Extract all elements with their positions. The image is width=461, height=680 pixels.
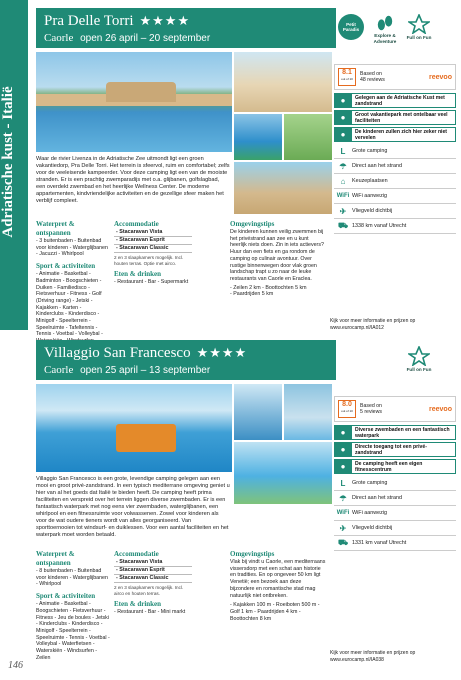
checkmark-icon: ● <box>340 113 346 122</box>
camping2-rating-score: 8.0 <box>342 401 352 408</box>
camping1-col-2 <box>114 220 192 286</box>
camping1-title-bar <box>36 8 336 48</box>
camping1-feature: L Grote camping <box>334 144 456 159</box>
camping1-acc-item: - Stacaravan Classic <box>114 245 192 253</box>
camping1-eat: - Restaurant - Bar - Supermarkt <box>114 279 189 286</box>
reevoo-logo: reevoo <box>429 73 452 81</box>
petit-paradis-icon: Petit Paradis <box>338 14 364 40</box>
camping2-rating-based: Based on <box>360 402 382 409</box>
camping2-rating <box>334 396 456 422</box>
large-camping-icon: L <box>340 146 346 156</box>
camping1-feature: ⌂ Keuzeplaatsen <box>334 174 456 189</box>
checkmark-icon: ● <box>340 428 346 437</box>
camping2-col-2 <box>114 550 192 616</box>
camping2-feature: ⛟ 1331 km vanaf Utrecht <box>334 536 456 551</box>
camping2-feature: ☂ Direct aan het strand <box>334 491 456 506</box>
camping2-highlight: ● Diverse zwembaden en een fantastisch waterpark <box>334 425 456 440</box>
section-label: Adriatische kust - Italië <box>0 86 16 238</box>
camping1-photo-4 <box>284 114 332 160</box>
camping1-col-1 <box>36 220 110 345</box>
camping2-period: open 25 april – 13 september <box>80 365 211 376</box>
petit-paradis-badge <box>334 14 368 44</box>
fun-badge <box>402 14 436 44</box>
camping2-acc-item: - Stacaravan Esprit <box>114 567 192 575</box>
camping1-highlight: ● De kinderen zullen zich hier zeker niet vervelen <box>334 127 456 142</box>
fun-label: Full on Fun <box>406 367 432 372</box>
wifi-icon: WiFi <box>336 510 350 516</box>
camping1-eat-head: Eten & drinken <box>114 270 162 279</box>
camping1-period: open 26 april – 20 september <box>80 33 211 44</box>
car-icon: ⛟ <box>337 538 349 547</box>
camping1-acc-list <box>114 229 192 253</box>
camping2-sport-item: - Animatie - Basketbal - Boogschieten - Fietsverhuur - Fitness - Jeu de boules - Jetski - Kinderclubs - Kinderdisco - Minigolf - Speelterrein - Speelruimte - Tennis - Voetbal - Volleybal - Waterfietsen - Waterskiën - Windsurfen - Zeilen <box>36 601 110 661</box>
reevoo-logo: reevoo <box>429 405 452 413</box>
camping2-acc-head: Accommodatie <box>114 550 159 558</box>
camping1-water-head: Waterpret & ontspannen <box>36 220 75 237</box>
camping1-location: Caorle <box>44 32 74 44</box>
camping1-rating-outof: out of 10 <box>341 77 353 81</box>
camping2-highlight: ● De camping heeft een eigen fitnesscentrum <box>334 459 456 474</box>
checkmark-icon: ● <box>340 130 346 139</box>
fun-badge-2 <box>402 346 436 376</box>
camping1-omg: De kinderen kunnen veilig zwemmen bij het privéstrand aan zee en u kunt heerlijk niets doen. Zin in iets actievers? Huur dan een fiets en ga rondom de camping op culinair avontuur. Over rustige binnenwegen door vlak groen landschap trapt u zo naar de leuke restaurants van Caorle en Eraclea. <box>230 229 324 282</box>
large-camping-icon: L <box>340 478 346 488</box>
camping1-feature: ⛟ 1338 km vanaf Utrecht <box>334 219 456 234</box>
camping2-omg: Vlak bij vindt u Caorle, een mediterraans vissersdorp met een schat aan historie en tradities. En op ongeveer 50 km ligt Venetië; een bezoek aan deze bijzondere en romantische stad mag natuurlijk niet ontbreken. <box>230 559 326 599</box>
camping1-acc-item: - Stacaravan Esprit <box>114 237 192 245</box>
camping1-sport-item: - Animatie - Basketbal - Badminton - Boogschieten - Duiken - Familiedisco - Fietsverhuur - Fitness - Golf (Driving range) - Jetski - Kajakken - Karten - Kinderclubs - Kinderdisco - Minigolf - Speelterrein - Speelruimte - Tafeltennis - Tennis - Voetbal - Volleybal - <box>36 271 103 338</box>
camping1-intro: Waar de rivier Livenza in de Adriatische Zee uitmondt ligt een groen vakantiedorp, Pra Delle Torri. Het terrein is sfeervol, ruim en comfortabel; zelfs voor de veeleisende kampeerder. Voor deze camping ligt een van de mooiste stranden. Er is een prachtig zwemparadijs met o.a. glijbanen, golfslagbad, een overdekt zwembad en het heerlijke Wellness Center. De moderne appartementen, kindvriendelijke activiteiten en de gezellige sfeer maken het verblijf compleet. <box>36 156 230 204</box>
camping1-stars: ★★★★ <box>139 13 191 28</box>
camping2-col-1 <box>36 550 110 661</box>
camping1-name: Pra Delle Torri <box>44 13 134 29</box>
camping2-eat: - Restaurant - Bar - Mini markt <box>114 609 186 616</box>
page-number: 146 <box>8 660 23 671</box>
camping2-water-item: - 8 buitenbaden - Buitenbad voor kinderen - Waterglijbanen - Whirlpool <box>36 568 108 588</box>
camping2-omg-dist: - Kajakken 100 m - Roeiboten 500 m - Golf 1 km - Paardrijden 4 km - Boottochten 8 km <box>230 602 320 622</box>
airplane-icon: ✈ <box>339 206 347 216</box>
camping1-highlight: ● Groot vakantiepark met ontelbaar veel faciliteiten <box>334 110 456 125</box>
camping2-sport-head: Sport & activiteiten <box>36 592 96 601</box>
camping1-photo-5 <box>234 162 332 214</box>
pitch-icon: ⌂ <box>340 176 346 186</box>
camping1-omg-head: Omgevingstips <box>230 220 275 228</box>
camping1-feature: ✈ Vliegveld dichtbij <box>334 204 456 219</box>
camping1-water-item: - 3 buitenbaden - Buitenbad voor kinderen - Waterglijbanen - Jacuzzi - Whirlpool <box>36 238 108 258</box>
camping2-main-photo <box>36 384 232 472</box>
star-icon <box>408 14 430 34</box>
footprint-icon <box>374 14 396 32</box>
camping2-more-info[interactable]: Kijk voor meer informatie en prijzen op www.eurocamp.nl/IA038 <box>330 650 416 663</box>
camping2-acc-item: - Stacaravan Classic <box>114 575 192 583</box>
camping1-highlight: ● Gelegen aan de Adriatische Kust met zandstrand <box>334 93 456 108</box>
camping1-acc-note: 2 en 3 slaapkamers mogelijk. Incl. houten terras. Optie met airco. <box>114 255 184 266</box>
wifi-icon: WiFi <box>336 193 350 199</box>
camping2-photo-4 <box>234 442 332 504</box>
camping1-features <box>334 144 456 234</box>
checkmark-icon: ● <box>340 445 346 454</box>
camping1-rating-based: Based on <box>360 70 382 77</box>
camping2-feature: ✈ Vliegveld dichtbij <box>334 521 456 536</box>
camping1-sidebar <box>334 64 456 234</box>
camping1-sport-head: Sport & activiteiten <box>36 262 96 271</box>
camping2-name: Villaggio San Francesco <box>44 345 191 361</box>
camping2-feature: L Grote camping <box>334 476 456 491</box>
star-icon <box>408 346 430 366</box>
camping2-omg-head: Omgevingstips <box>230 550 275 558</box>
explore-badge <box>368 14 402 44</box>
camping1-water-list <box>36 238 110 258</box>
camping1-rating <box>334 64 456 90</box>
camping2-stars: ★★★★ <box>196 345 248 360</box>
camping2-rating-reviews: 5 reviews <box>360 409 382 415</box>
camping1-acc-head: Accommodatie <box>114 220 159 228</box>
camping2-title-bar <box>36 340 336 380</box>
camping1-main-photo <box>36 52 232 152</box>
checkmark-icon: ● <box>340 462 346 471</box>
camping1-feature: ☂ Direct aan het strand <box>334 159 456 174</box>
camping1-col-3 <box>230 220 326 298</box>
camping1-feature: WiFi WiFi aanwezig <box>334 189 456 204</box>
car-icon: ⛟ <box>337 221 349 230</box>
camping2-rating-outof: out of 10 <box>341 409 353 413</box>
camping2-water-head: Waterpret & ontspannen <box>36 550 75 567</box>
camping2-feature: WiFi WiFi aanwezig <box>334 506 456 521</box>
camping1-more-info[interactable]: Kijk voor meer informatie en prijzen op www.eurocamp.nl/IA012 <box>330 318 416 331</box>
explore-label: Explore & Adventure <box>373 33 397 44</box>
camping2-photo-2 <box>234 384 282 440</box>
camping1-photo-2 <box>234 52 332 112</box>
checkmark-icon: ● <box>340 96 346 105</box>
camping2-location: Caorle <box>44 364 74 376</box>
beach-icon: ☂ <box>339 493 347 503</box>
camping2-eat-head: Eten & drinken <box>114 600 162 609</box>
camping2-intro: Villaggio San Francesco is een grote, levendige camping gelegen aan een mooi en groot privé-zandstrand. In een typisch mediterrane omgeving geniet u hier van al het goeds dat Italië te bieden heeft. De camping heeft prima faciliteiten en verspreid over het terrein liggen diverse zwembaden. Er is een fantastisch waterpark met nog eens vier zwembaden, waterglijbanen, een whirlpool en een fitnessruimte voor volwassenen. Zowel voor kinderen als voor de wat oudere tieners wordt van alles georganiseerd. Van sporttoernooien tot windsurf- en duiklessen. Voor een aantal faciliteiten en het waterpark moet worden betaald. <box>36 476 230 538</box>
camping1-photo-3 <box>234 114 282 160</box>
camping2-highlight: ● Directe toegang tot een privé-zandstrand <box>334 442 456 457</box>
camping2-acc-item: - Stacaravan Vista <box>114 559 192 567</box>
camping1-omg-dist: - Paardrijden 5 km <box>230 291 274 298</box>
camping2-sidebar <box>334 396 456 551</box>
airplane-icon: ✈ <box>339 523 347 533</box>
camping2-col-3 <box>230 550 326 622</box>
camping2-acc-note: 2 en 3 slaapkamers mogelijk. Incl. airco en houten terras. <box>114 585 184 596</box>
beach-icon: ☂ <box>339 161 347 171</box>
camping1-omg-dist: - Zeilen 2 km - Boottochten 5 km <box>230 284 307 291</box>
camping2-photo-3 <box>284 384 332 440</box>
camping1-rating-score: 8.1 <box>342 69 352 76</box>
camping1-acc-item: - Stacaravan Vista <box>114 229 192 237</box>
camping1-rating-reviews: 48 reviews <box>360 77 385 83</box>
fun-label: Full on Fun <box>406 35 432 40</box>
camping1-sport-list <box>36 271 110 345</box>
